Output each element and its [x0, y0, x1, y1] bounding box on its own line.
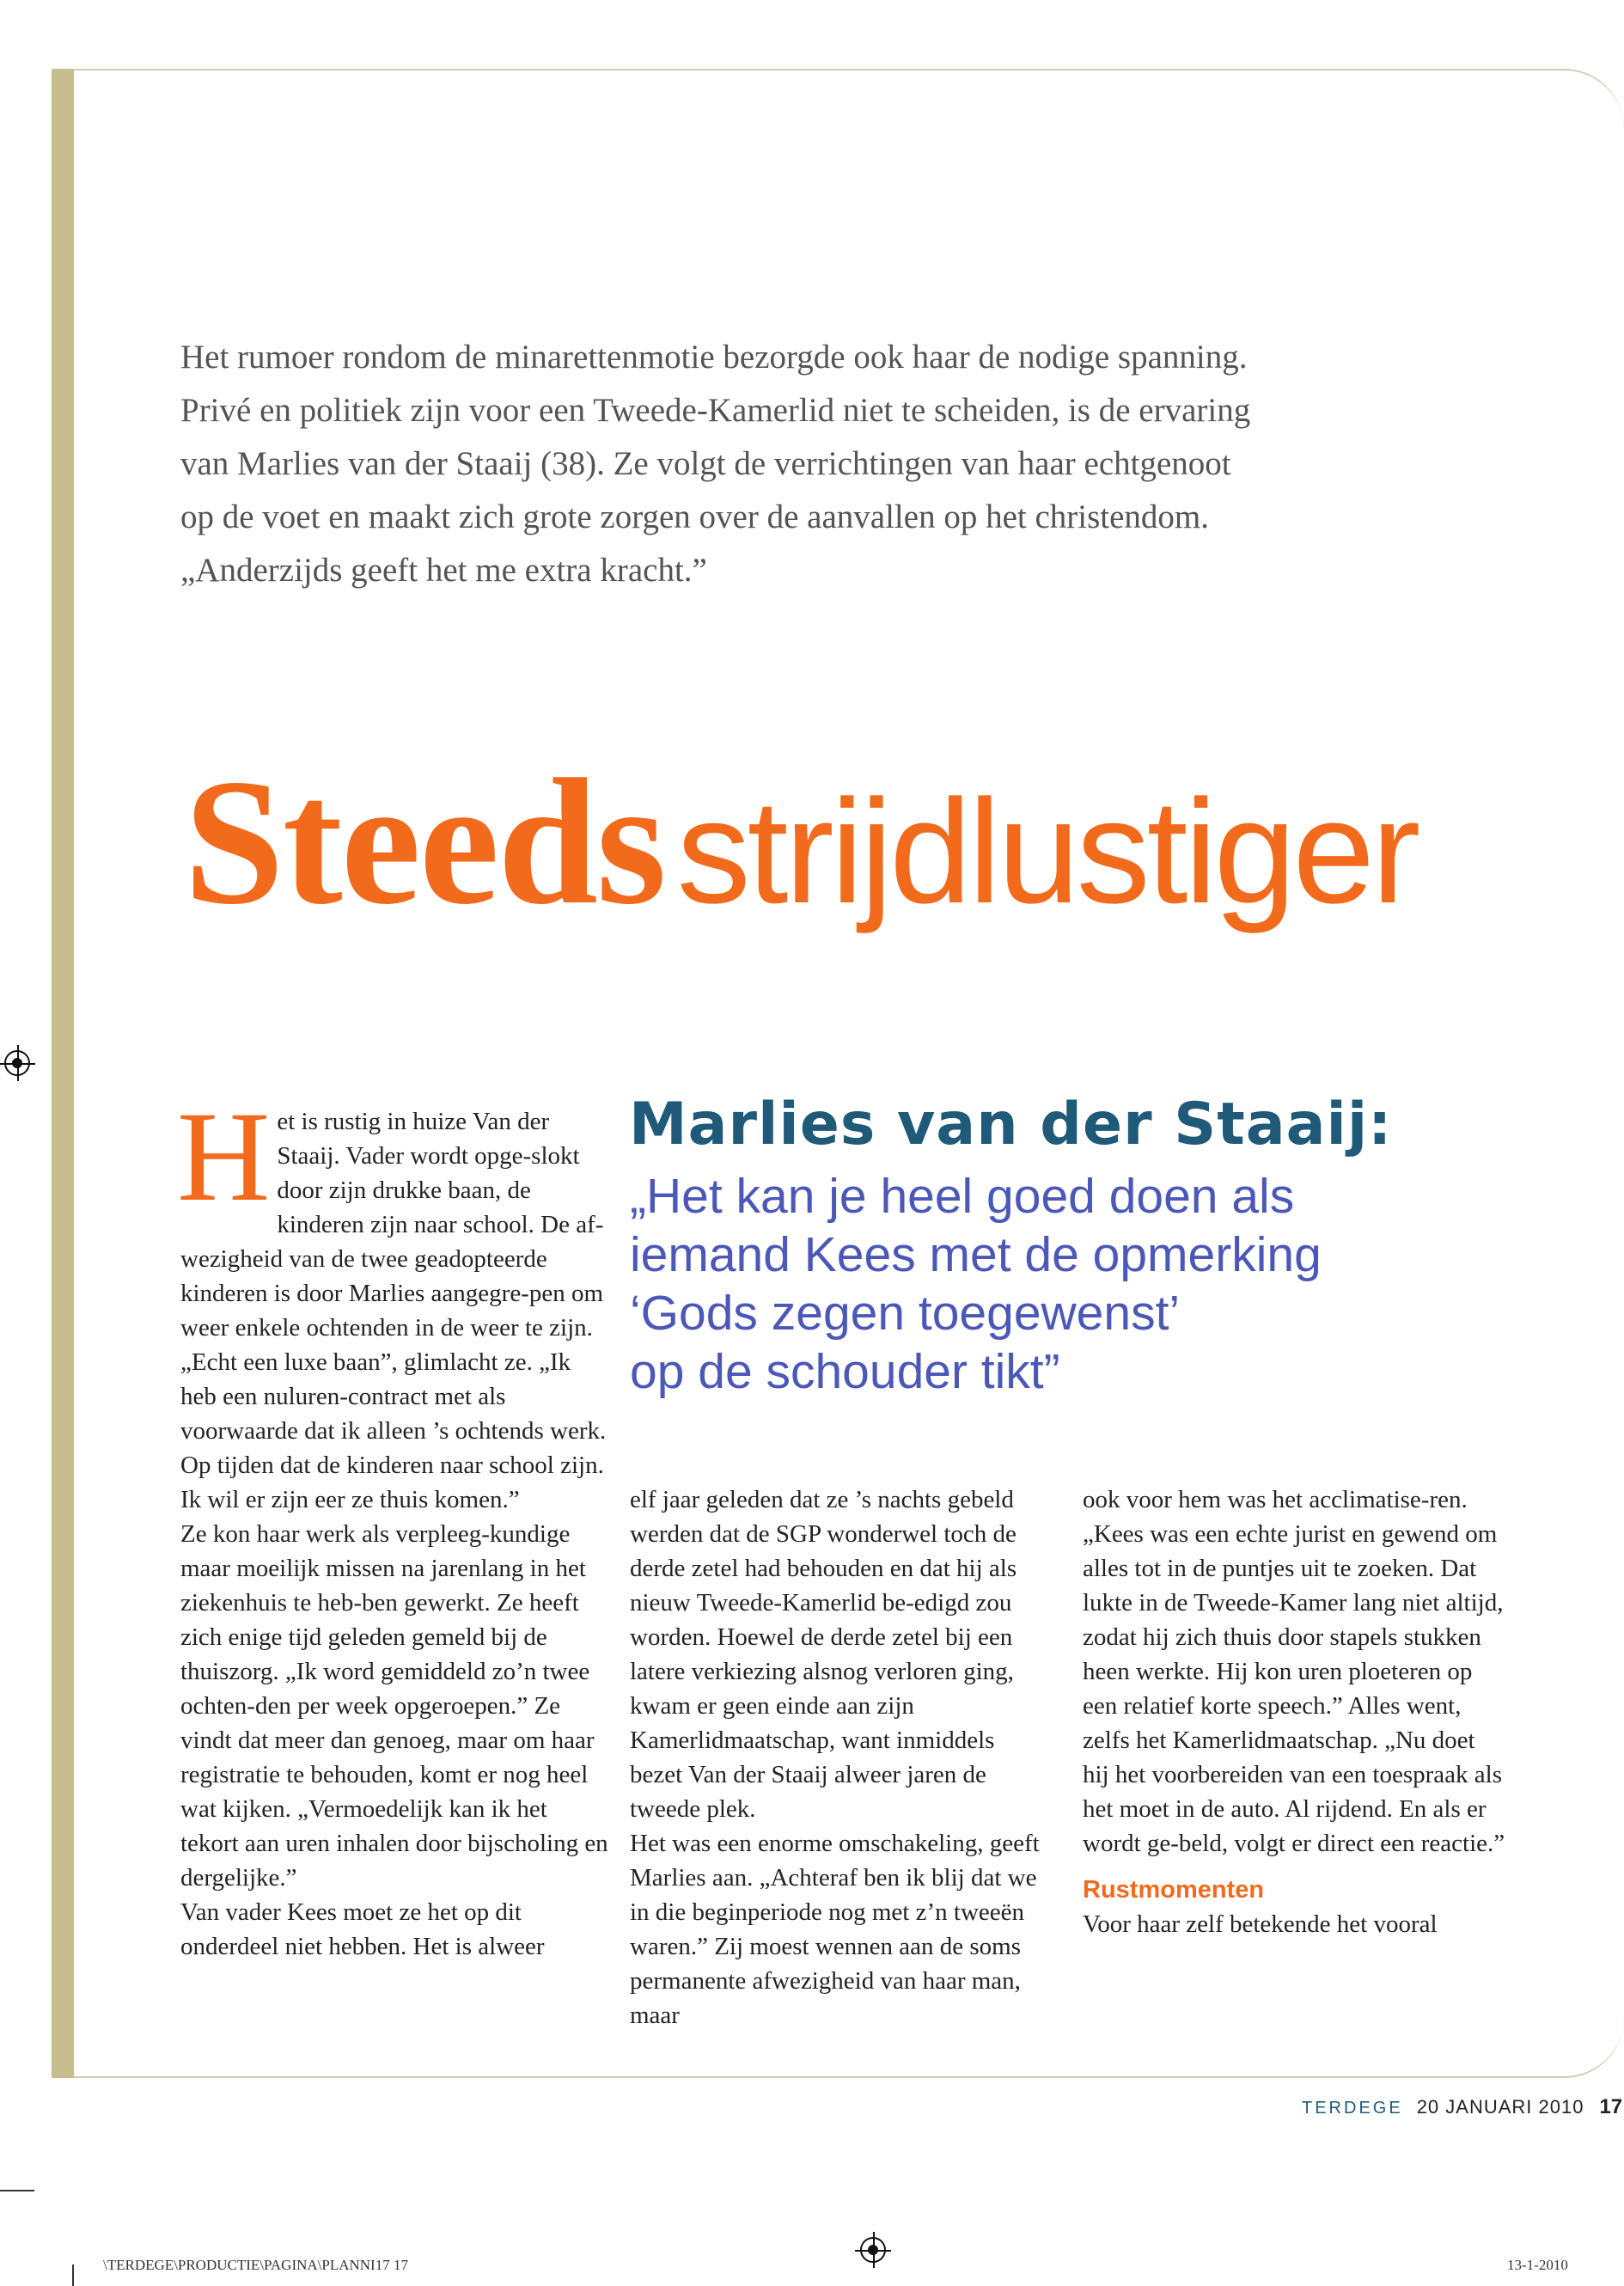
page-footer: [1302, 2095, 1622, 2119]
paragraph: Van vader Kees moet ze het op dit onderdeel niet hebben. Het is alweer: [180, 1898, 545, 1960]
pull-quote-line: ‘Gods zegen toegewenst’: [630, 1286, 1181, 1341]
crop-mark: [0, 2190, 34, 2191]
intro-lead: Het rumoer rondom de minarettenmotie bezorgde ook haar de nodige spanning. Privé en politiek zijn voor een Tweede-Kamerlid niet te scheiden, is de ervaring van Marlies van der Staaij (38). Ze volgt de verrichtingen van haar echtgenoot op de voet en maakt zich grote zorgen over de aanvallen op het christendom. „Anderzijds geeft het me extra kracht.”: [180, 339, 1251, 589]
subheading: Rustmomenten: [1083, 1876, 1265, 1904]
pull-quote-line: op de schouder tikt”: [630, 1344, 1060, 1399]
registration-mark-icon: [860, 2237, 886, 2263]
headline-bold: Steeds: [184, 743, 665, 942]
paragraph: Voor haar zelf betekende het vooral: [1083, 1910, 1438, 1938]
column-3: [1083, 1482, 1505, 1941]
pull-quote-name: Marlies van der Staaij:: [629, 1091, 1393, 1158]
paragraph: Ze kon haar werk als verpleeg-kundige maar moeilijk missen na jarenlang in het ziekenhuis te heb-ben gewerkt. Ze heeft zich enige tijd geleden gemeld bij de thuiszorg. „Ik word gemiddeld zo’n twee ochten-den per week opgeroepen.” Ze vindt dat meer dan genoeg, maar om haar registratie te behouden, komt er nog heel wat kijken. „Vermoedelijk kan ik het tekort aan uren inhalen door bijscholing en dergelijke.”: [180, 1520, 608, 1892]
column-2: [630, 1482, 1051, 2032]
pull-quote-line: „Het kan je heel goed doen als: [630, 1169, 1295, 1224]
gold-edge-bar: [52, 69, 74, 2078]
paragraph: [177, 1085, 610, 1517]
footer-date: 20 JANUARI 2010: [1416, 2096, 1584, 2118]
slug-path: \TERDEGE\PRODUCTIE\PAGINA\PLANNI17 17: [103, 2257, 408, 2273]
footer-brand: TERDEGE: [1302, 2099, 1403, 2118]
headline-light: strijdlustiger: [676, 769, 1418, 934]
column-1: [177, 1085, 610, 1964]
registration-mark-icon: [4, 1050, 30, 1076]
paragraph: elf jaar geleden dat ze ’s nachts gebeld werden dat de SGP wonderwel toch de derde zetel had behouden en dat hij als nieuw Tweede-Kamerlid be-edigd zou worden. Hoewel de derde zetel bij een latere verkiezing alsnog verloren ging, kwam er geen einde aan zijn Kamerlidmaatschap, want inmiddels bezet Van der Staaij alweer jaren de tweede plek.: [630, 1486, 1017, 1823]
paragraph: Het was een enorme omschakeling, geeft Marlies aan. „Achteraf ben ik blij dat we in die beginperiode nog met z’n tweeën waren.” Zij moest wennen aan de soms permanente afwezigheid van haar man, maar: [630, 1830, 1040, 2029]
paragraph-text: et is rustig in huize Van der Staaij. Vader wordt opge-slokt door zijn drukke baan, de kinderen zijn naar school. De af-wezigheid van de twee geadopteerde kinderen is door Marlies aangegre-pen om weer enkele ochtenden in de weer te zijn. „Echt een luxe baan”, glimlacht ze. „Ik heb een nuluren-contract met als voorwaarde dat ik alleen ’s ochtends werk. Op tijden dat de kinderen naar school zijn. Ik wil er zijn eer ze thuis komen.”: [180, 1108, 607, 1513]
pull-quote: [630, 1167, 1446, 1401]
drop-cap: H: [177, 1085, 271, 1228]
pull-quote-line: iemand Kees met de opmerking: [630, 1227, 1322, 1282]
slug-date: 13-1-2010: [1507, 2257, 1568, 2273]
paragraph: ook voor hem was het acclimatise-ren. „Kees was een echte jurist en gewend om alles tot in de puntjes uit te zoeken. Dat lukte in de Tweede-Kamer lang niet altijd, zodat hij zich thuis door stapels stukken heen werkte. Hij kon uren ploeteren op een relatief korte speech.” Alles went, zelfs het Kamerlidmaatschap. „Nu doet hij het voorbereiden van een toespraak als het moet in de auto. Al rijdend. En als er wordt ge-beld, volgt er direct een reactie.”: [1083, 1486, 1505, 1857]
page-number: 17: [1599, 2095, 1623, 2118]
crop-mark: [72, 2265, 74, 2286]
headline: [184, 739, 1417, 946]
